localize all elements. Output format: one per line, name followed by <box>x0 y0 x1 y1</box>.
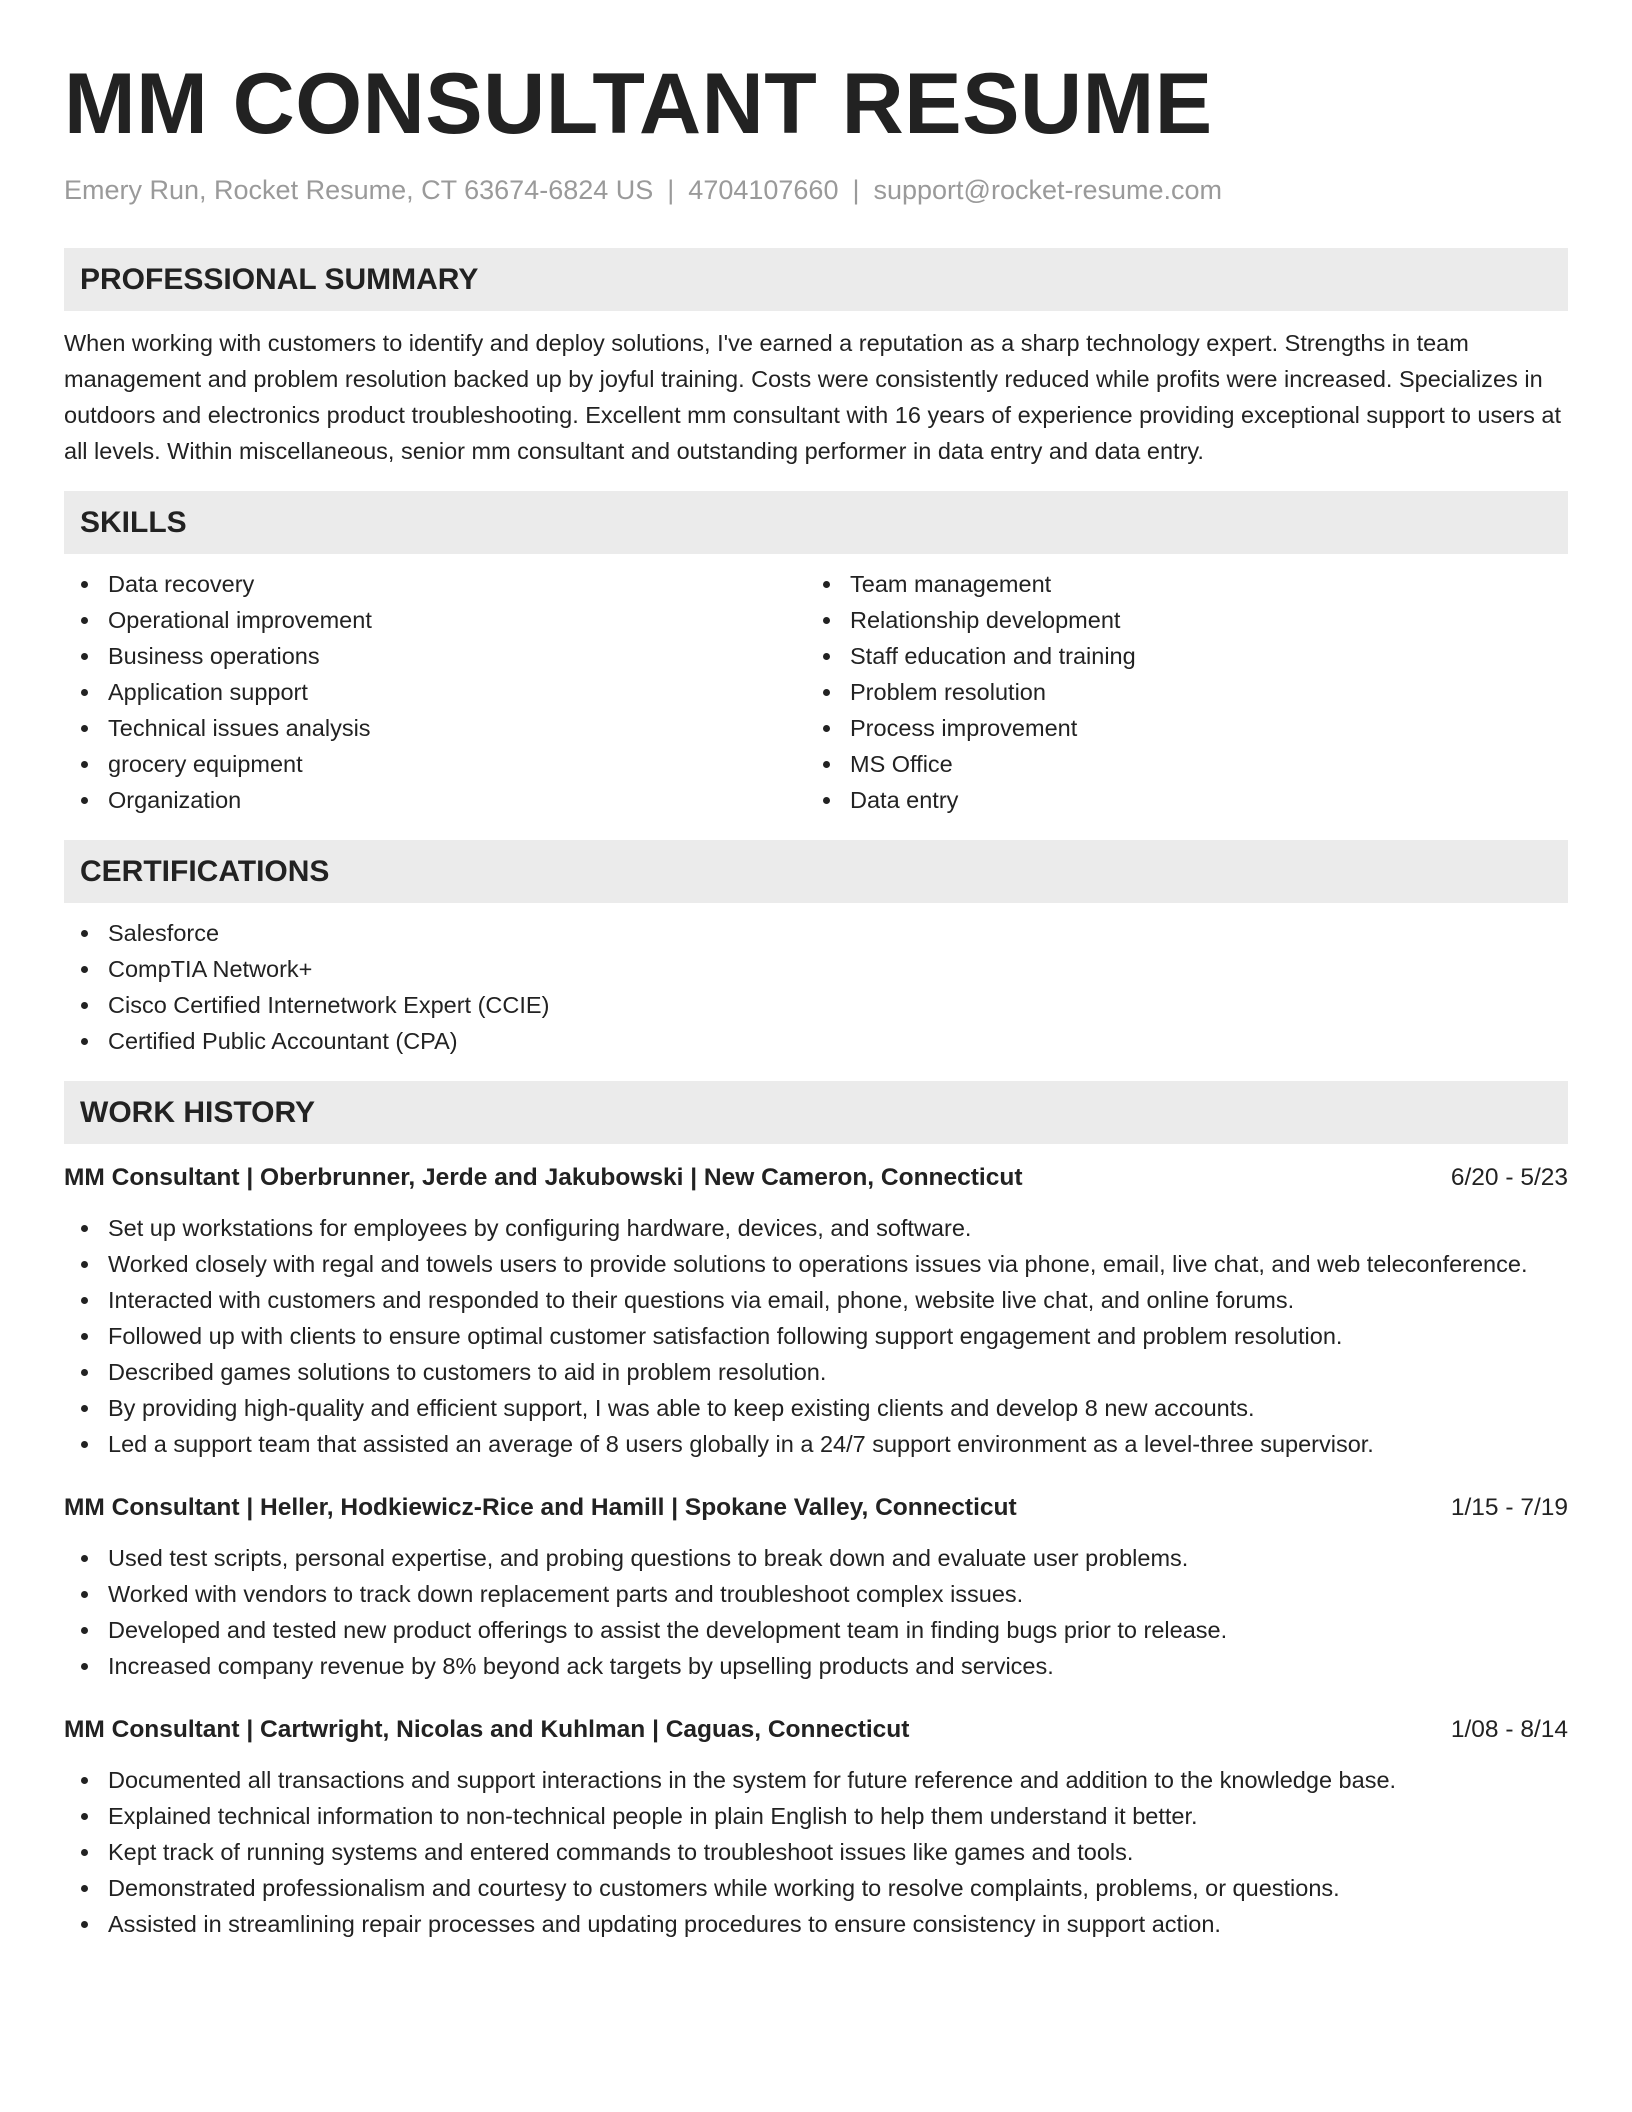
skills-list-right <box>806 566 1548 818</box>
job-bullet: Kept track of running systems and entered commands to troubleshoot issues like games and tools. <box>64 1834 1568 1870</box>
job-dates: 1/08 - 8/14 <box>1450 1716 1568 1743</box>
skill-item: Technical issues analysis <box>64 710 806 746</box>
skill-item: Problem resolution <box>806 674 1548 710</box>
skill-item: Team management <box>806 566 1548 602</box>
contact-separator: | <box>667 175 675 205</box>
job-bullet: Used test scripts, personal expertise, and probing questions to break down and evaluate user problems. <box>64 1540 1568 1576</box>
section-heading-certifications: CERTIFICATIONS <box>64 840 1568 903</box>
contact-line <box>64 172 1568 208</box>
contact-email: support@rocket-resume.com <box>873 175 1223 205</box>
certifications-list <box>64 915 1568 1059</box>
certification-item: CompTIA Network+ <box>64 951 1568 987</box>
resume-title: MM CONSULTANT RESUME <box>64 56 1213 152</box>
skill-item: grocery equipment <box>64 746 806 782</box>
job-bullet: Set up workstations for employees by configuring hardware, devices, and software. <box>64 1210 1568 1246</box>
job-bullets <box>64 1540 1568 1684</box>
job-bullets <box>64 1762 1568 1942</box>
skill-item: MS Office <box>806 746 1548 782</box>
skill-item: Operational improvement <box>64 602 806 638</box>
job-bullet: Followed up with clients to ensure optimal customer satisfaction following support engagement and problem resolution. <box>64 1318 1568 1354</box>
job-header <box>64 1160 1568 1196</box>
job-bullet: Developed and tested new product offerings to assist the development team in finding bugs prior to release. <box>64 1612 1568 1648</box>
job-bullet: Documented all transactions and support interactions in the system for future reference and addition to the knowledge base. <box>64 1762 1568 1798</box>
job-title: MM Consultant | Oberbrunner, Jerde and Jakubowski | New Cameron, Connecticut <box>64 1164 1023 1191</box>
contact-phone: 4704107660 <box>688 175 839 205</box>
job-dates: 6/20 - 5/23 <box>1450 1164 1568 1191</box>
job-bullet: Interacted with customers and responded to their questions via email, phone, website live chat, and online forums. <box>64 1282 1568 1318</box>
summary-text: When working with customers to identify and deploy solutions, I've earned a reputation as a sharp technology expert. Strengths in team management and problem resolution backed up by joyful training. Costs were consistently reduced while profits were increased. Specializes in outdoors and electronics product troubleshooting. Excellent mm consultant with 16 years of experience providing exceptional support to users at all levels. Within miscellaneous, senior mm consultant and outstanding performer in data entry and data entry. <box>64 330 1562 464</box>
job-bullets <box>64 1210 1568 1462</box>
skill-item: Staff education and training <box>806 638 1548 674</box>
job-entry <box>64 1712 1568 1942</box>
skill-item: Relationship development <box>806 602 1548 638</box>
job-bullet: Described games solutions to customers to aid in problem resolution. <box>64 1354 1568 1390</box>
section-heading-skills: SKILLS <box>64 491 1568 554</box>
skills-columns <box>64 554 1568 818</box>
job-title: MM Consultant | Heller, Hodkiewicz-Rice and Hamill | Spokane Valley, Connecticut <box>64 1494 1017 1521</box>
skill-item: Data recovery <box>64 566 806 602</box>
resume-page <box>64 0 1568 1942</box>
skill-item: Organization <box>64 782 806 818</box>
job-bullet: Demonstrated professionalism and courtesy to customers while working to resolve complaints, problems, or questions. <box>64 1870 1568 1906</box>
job-bullet: Assisted in streamlining repair processes and updating procedures to ensure consistency in support action. <box>64 1906 1568 1942</box>
certification-item: Salesforce <box>64 915 1568 951</box>
job-title: MM Consultant | Cartwright, Nicolas and Kuhlman | Caguas, Connecticut <box>64 1716 910 1743</box>
job-header <box>64 1712 1568 1748</box>
skill-item: Process improvement <box>806 710 1548 746</box>
skills-list-left <box>64 566 806 818</box>
job-bullet: Led a support team that assisted an average of 8 users globally in a 24/7 support environment as a level-three supervisor. <box>64 1426 1568 1462</box>
skill-item: Data entry <box>806 782 1548 818</box>
skill-item: Application support <box>64 674 806 710</box>
certification-item: Cisco Certified Internetwork Expert (CCIE) <box>64 987 1568 1023</box>
section-heading-work-history: WORK HISTORY <box>64 1081 1568 1144</box>
job-dates: 1/15 - 7/19 <box>1450 1494 1568 1521</box>
section-heading-summary: PROFESSIONAL SUMMARY <box>64 248 1568 311</box>
job-header <box>64 1490 1568 1526</box>
job-bullet: Increased company revenue by 8% beyond ack targets by upselling products and services. <box>64 1648 1568 1684</box>
job-entry <box>64 1160 1568 1462</box>
job-bullet: Worked with vendors to track down replacement parts and troubleshoot complex issues. <box>64 1576 1568 1612</box>
contact-separator: | <box>852 175 860 205</box>
job-bullet: Explained technical information to non-technical people in plain English to help them understand it better. <box>64 1798 1568 1834</box>
contact-address: Emery Run, Rocket Resume, CT 63674-6824 US <box>64 175 654 205</box>
job-bullet: Worked closely with regal and towels users to provide solutions to operations issues via phone, email, live chat, and web teleconference. <box>64 1246 1568 1282</box>
certification-item: Certified Public Accountant (CPA) <box>64 1023 1568 1059</box>
job-bullet: By providing high-quality and efficient support, I was able to keep existing clients and develop 8 new accounts. <box>64 1390 1568 1426</box>
job-entry <box>64 1490 1568 1684</box>
skill-item: Business operations <box>64 638 806 674</box>
